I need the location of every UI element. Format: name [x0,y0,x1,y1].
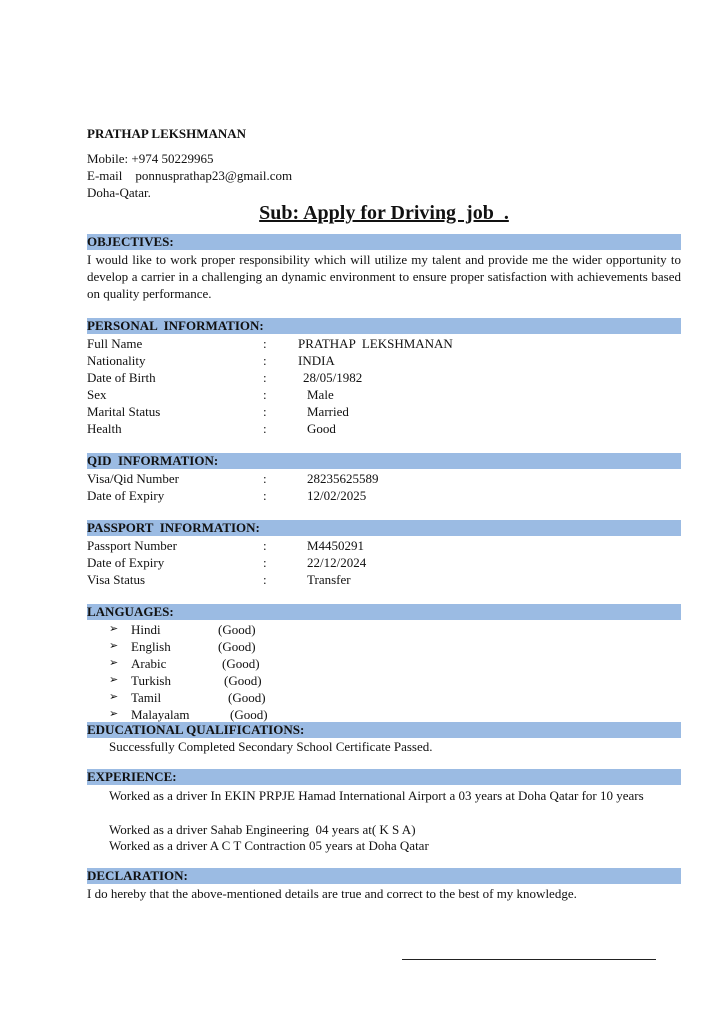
bullet-arrow-icon: ➢ [109,657,119,669]
experience-item-3: Worked as a driver A C T Contraction 05 years at Doha Qatar [109,838,429,853]
field-separator: : [263,572,267,587]
field-value: 12/02/2025 [307,488,367,503]
field-value: Male [307,387,334,402]
bullet-arrow-icon: ➢ [109,674,119,686]
field-value: INDIA [298,353,335,368]
personal-row [87,352,681,369]
personal-row [87,420,681,437]
field-separator: : [263,471,267,486]
qid-row [87,487,681,504]
field-value: M4450291 [307,538,365,553]
field-value: Transfer [307,572,351,587]
field-separator: : [263,353,267,368]
signature-line [402,959,656,960]
field-value: PRATHAP LEKSHMANAN [298,336,453,351]
bullet-arrow-icon: ➢ [109,640,119,652]
field-value: 22/12/2024 [307,555,367,570]
field-separator: : [263,336,267,351]
language-level: (Good) [218,622,256,637]
personal-row [87,403,681,420]
declaration-header: DECLARATION: [87,868,681,884]
language-name: Arabic [131,656,167,671]
subject-line: Sub: Apply for Driving job . [259,202,509,224]
field-label: Date of Expiry [87,488,165,503]
language-item [109,706,409,723]
language-item [109,638,409,655]
field-value: 28235625589 [307,471,379,486]
applicant-name: PRATHAP LEKSHMANAN [87,126,247,141]
declaration-text: I do hereby that the above-mentioned details are true and correct to the best of my knowledge. [87,886,577,901]
field-value: Married [307,404,349,419]
experience-header: EXPERIENCE: [87,769,681,785]
personal-row [87,335,681,352]
objectives-header: OBJECTIVES: [87,234,681,250]
languages-header: LANGUAGES: [87,604,681,620]
field-label: Nationality [87,353,146,368]
language-level: (Good) [228,690,266,705]
education-text: Successfully Completed Secondary School Certificate Passed. [109,739,433,754]
qid-header: QID INFORMATION: [87,453,681,469]
field-label: Health [87,421,122,436]
personal-row [87,369,681,386]
language-level: (Good) [218,639,256,654]
language-level: (Good) [222,656,260,671]
field-label: Full Name [87,336,143,351]
field-label: Marital Status [87,404,161,419]
mobile-line: Mobile: +974 50229965 [87,151,214,166]
personal-header: PERSONAL INFORMATION: [87,318,681,334]
bullet-arrow-icon: ➢ [109,691,119,703]
experience-item-2: Worked as a driver Sahab Engineering 04 years at( K S A) [109,822,416,837]
field-separator: : [263,370,267,385]
language-name: Malayalam [131,707,190,722]
passport-row [87,571,681,588]
language-item [109,672,409,689]
language-level: (Good) [224,673,262,688]
personal-row [87,386,681,403]
language-item [109,621,409,638]
field-separator: : [263,555,267,570]
field-label: Visa/Qid Number [87,471,180,486]
objectives-text: I would like to work proper responsibility which will utilize my talent and provide me the wider opportunity to develop a carrier in a challenging an dynamic environment to ensure proper satisfaction with achievements based on quality performance. [87,252,681,301]
education-header: EDUCATIONAL QUALIFICATIONS: [87,722,681,738]
location-line: Doha-Qatar. [87,185,151,200]
language-level: (Good) [230,707,268,722]
qid-row [87,470,681,487]
bullet-arrow-icon: ➢ [109,708,119,720]
language-item [109,655,409,672]
field-label: Date of Birth [87,370,156,385]
field-separator: : [263,488,267,503]
field-value: Good [307,421,336,436]
language-name: English [131,639,171,654]
field-label: Passport Number [87,538,177,553]
passport-row [87,537,681,554]
field-separator: : [263,538,267,553]
passport-row [87,554,681,571]
bullet-arrow-icon: ➢ [109,623,119,635]
field-label: Sex [87,387,107,402]
language-name: Tamil [131,690,162,705]
field-label: Date of Expiry [87,555,165,570]
language-name: Hindi [131,622,161,637]
email-line: E-mail ponnusprathap23@gmail.com [87,168,293,183]
field-separator: : [263,404,267,419]
language-name: Turkish [131,673,171,688]
field-value: 28/05/1982 [303,370,363,385]
field-label: Visa Status [87,572,146,587]
field-separator: : [263,387,267,402]
passport-header: PASSPORT INFORMATION: [87,520,681,536]
field-separator: : [263,421,267,436]
experience-item-1: Worked as a driver In EKIN PRPJE Hamad International Airport a 03 years at Doha Qatar for 10 years [109,788,644,803]
language-item [109,689,409,706]
